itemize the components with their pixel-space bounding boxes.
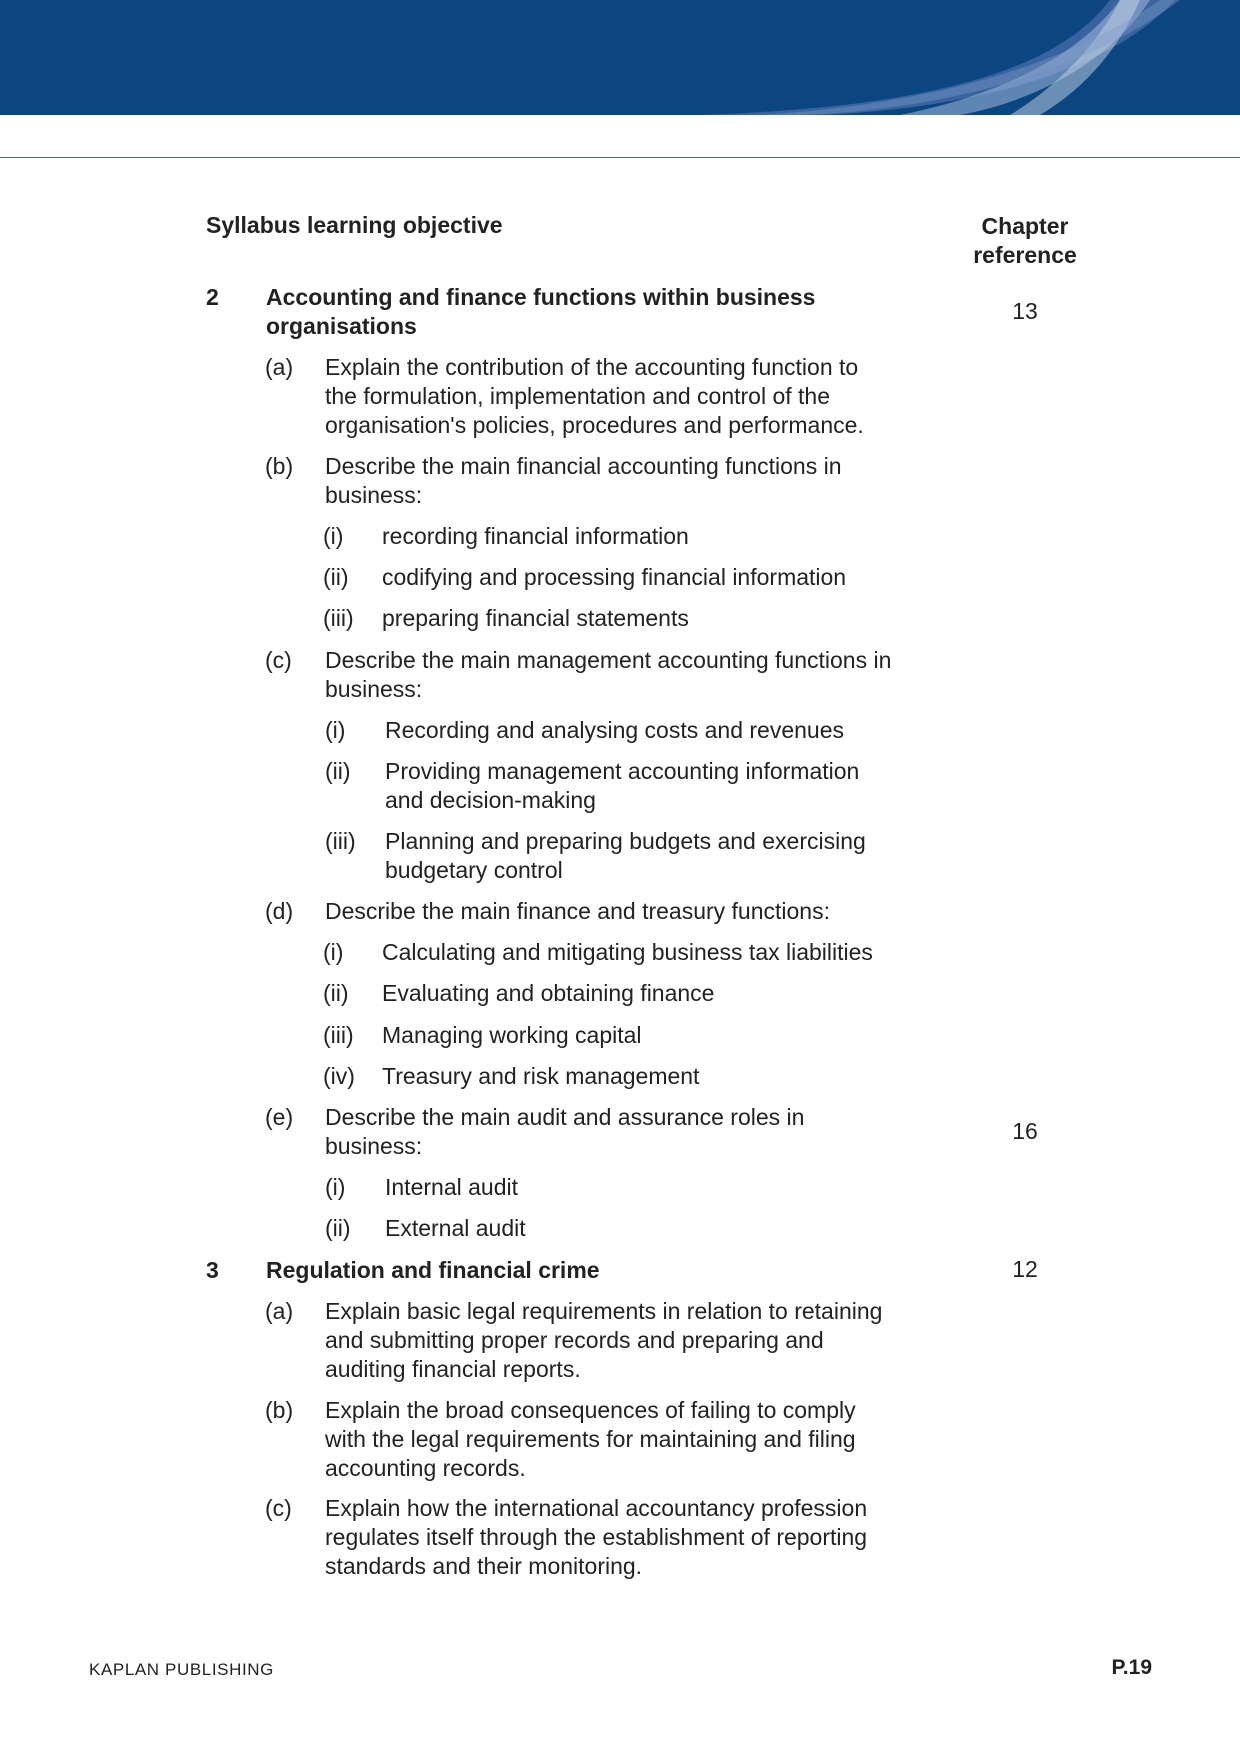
item-text-line: Explain the broad consequences of failing to comply	[325, 1397, 856, 1423]
sub-item-numeral: (i)	[325, 717, 346, 743]
section-title-line: Accounting and finance functions within business	[266, 284, 816, 310]
item-letter: (a)	[265, 354, 294, 380]
section-number: 3	[206, 1257, 219, 1283]
sub-item-text-line: budgetary control	[385, 857, 563, 883]
sub-item-numeral: (ii)	[323, 564, 349, 590]
sub-item-numeral: (iii)	[323, 605, 354, 631]
item-text	[325, 1297, 965, 1384]
chapter-column-heading	[940, 212, 1110, 270]
chapter-ref: 16	[1012, 1118, 1038, 1144]
sub-item-numeral: (ii)	[325, 1215, 351, 1241]
item-text-line: Describe the main management accounting functions in	[325, 647, 892, 673]
item-text	[325, 1494, 965, 1581]
sub-item-numeral: (iii)	[325, 828, 356, 854]
item-letter: (b)	[265, 1397, 294, 1423]
item-text-line: business:	[325, 676, 423, 702]
item-text	[325, 1103, 965, 1161]
sub-item-numeral: (iv)	[323, 1063, 355, 1089]
page-number: P.19	[1111, 1656, 1152, 1679]
sub-item-numeral: (i)	[323, 939, 344, 965]
item-text	[325, 646, 965, 704]
section-title-line: Regulation and financial crime	[266, 1257, 600, 1283]
sub-item-text: Managing working capital	[382, 1022, 642, 1048]
item-text-line: the formulation, implementation and control of the	[325, 383, 831, 409]
item-letter: (c)	[265, 1495, 292, 1521]
item-text-line: business:	[325, 1133, 423, 1159]
sub-item-text	[385, 716, 945, 745]
item-text-line: business:	[325, 482, 423, 508]
item-text-line: with the legal requirements for maintaining and filing	[325, 1426, 856, 1452]
chapter-heading-line2: reference	[973, 242, 1077, 268]
sub-item-text: codifying and processing financial information	[382, 564, 847, 590]
sub-item-text-line: Planning and preparing budgets and exercising	[385, 828, 866, 854]
item-text-line: Describe the main finance and treasury functions:	[325, 898, 830, 924]
item-text	[325, 452, 965, 510]
chapter-ref: 13	[1012, 298, 1038, 324]
section-title	[266, 283, 906, 341]
banner-swoosh-graphic	[0, 0, 1240, 115]
sub-item-numeral: (iii)	[323, 1022, 354, 1048]
item-text-line: regulates itself through the establishment of reporting	[325, 1524, 868, 1550]
item-letter: (e)	[265, 1104, 294, 1130]
sub-item-text: Treasury and risk management	[382, 1063, 700, 1089]
item-text-line: Explain basic legal requirements in relation to retaining	[325, 1298, 883, 1324]
item-text	[325, 897, 965, 926]
sub-item-text	[385, 827, 945, 885]
sub-item-text-line: Recording and analysing costs and revenues	[385, 717, 845, 743]
item-text-line: Describe the main financial accounting functions in	[325, 453, 842, 479]
item-text-line: Explain how the international accountancy profession	[325, 1495, 868, 1521]
sub-item-text: recording financial information	[382, 523, 689, 549]
item-text-line: accounting records.	[325, 1455, 526, 1481]
header-rule	[0, 157, 1240, 158]
sub-item-text	[385, 757, 945, 815]
section-number: 2	[206, 284, 219, 310]
section-title-line: organisations	[266, 313, 417, 339]
sub-item-text-line: Providing management accounting information	[385, 758, 860, 784]
sub-item-text: Evaluating and obtaining finance	[382, 980, 715, 1006]
publisher-footer: KAPLAN PUBLISHING	[89, 1660, 274, 1679]
sub-item-text: Calculating and mitigating business tax liabilities	[382, 939, 873, 965]
item-text	[325, 1396, 965, 1483]
section-title	[266, 1256, 906, 1285]
item-text	[325, 353, 965, 440]
item-text-line: Explain the contribution of the accounting function to	[325, 354, 859, 380]
sub-item-text-line: and decision-making	[385, 787, 596, 813]
sub-item-text: preparing financial statements	[382, 605, 689, 631]
sub-item-numeral: (ii)	[325, 758, 351, 784]
sub-item-numeral: (i)	[323, 523, 344, 549]
sub-item-text: Internal audit	[385, 1174, 518, 1200]
item-letter: (d)	[265, 898, 294, 924]
item-letter: (b)	[265, 453, 294, 479]
item-text-line: auditing financial reports.	[325, 1356, 581, 1382]
sub-item-numeral: (i)	[325, 1174, 346, 1200]
sub-item-text: External audit	[385, 1215, 526, 1241]
item-text-line: and submitting proper records and preparing and	[325, 1327, 824, 1353]
chapter-heading-line1: Chapter	[981, 213, 1069, 239]
item-text-line: Describe the main audit and assurance roles in	[325, 1104, 805, 1130]
item-letter: (c)	[265, 647, 292, 673]
objective-column-heading: Syllabus learning objective	[206, 212, 503, 238]
item-text-line: organisation's policies, procedures and performance.	[325, 412, 864, 438]
item-letter: (a)	[265, 1298, 294, 1324]
sub-item-numeral: (ii)	[323, 980, 349, 1006]
chapter-ref: 12	[1012, 1256, 1038, 1282]
item-text-line: standards and their monitoring.	[325, 1553, 643, 1579]
header-banner	[0, 0, 1240, 115]
